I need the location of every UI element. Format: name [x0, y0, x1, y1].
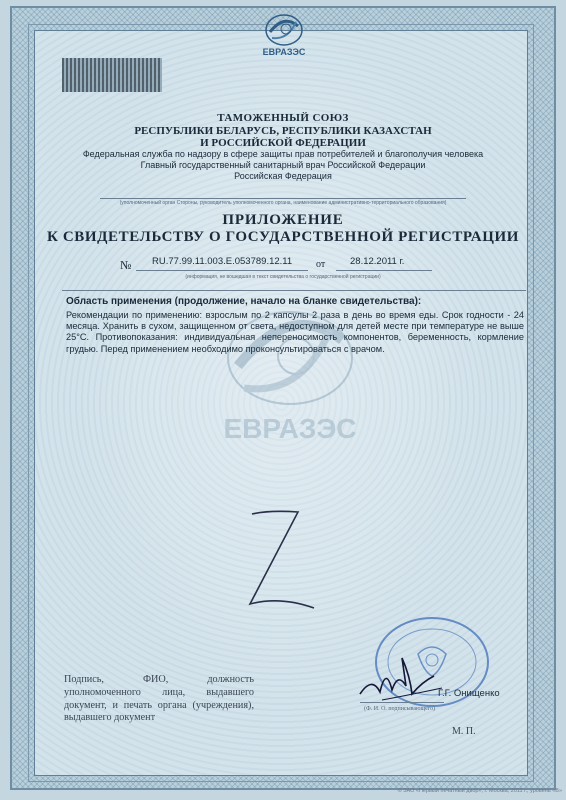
watermark-text: ЕВРАЗЭС	[223, 413, 357, 444]
authority-hint: (уполномоченный орган Стороны, руководитель уполномоченного органа, наименование административно-территориального образования)	[119, 200, 447, 206]
republics-title: РЕСПУБЛИКИ БЕЛАРУСЬ, РЕСПУБЛИКИ КАЗАХСТАН	[134, 125, 432, 137]
country-name: Российская Федерация	[234, 171, 332, 181]
certificate-number: RU.77.99.11.003.Е.053789.12.11	[152, 256, 293, 267]
signature-rule	[360, 702, 444, 703]
federation-title: И РОССИЙСКОЙ ФЕДЕРАЦИИ	[200, 137, 366, 149]
union-title: ТАМОЖЕННЫЙ СОЮЗ	[217, 112, 349, 124]
number-hint: (информация, не вошедшая в текст свидетельства о государственной регистрации)	[185, 274, 381, 280]
signature-caption: Подпись, ФИО, должность уполномоченного лица, выдавшего документ, и печать органа (учреждения), выдавшего документ	[64, 674, 254, 724]
number-sign: №	[120, 258, 132, 272]
fio-hint: (Ф. И. О. подписывающего)	[364, 706, 436, 712]
blank-z-line	[240, 500, 360, 620]
number-rule	[136, 270, 308, 271]
handwritten-signature-icon	[352, 646, 452, 708]
usage-recommendations: Рекомендации по применению: взрослым по 2 капсулы 2 раза в день во время еды. Срок годности - 24 месяца. Хранить в сухом, защищенном от света, недоступном для детей месте при температуре не выше 25°C. Противопоказания: индивидуальная непереносимость компонентов, беременность, кормление грудью. Перед применением необходимо проконсультироваться с врачом.	[66, 310, 524, 354]
signer-name: Г.Г. Онищенко	[438, 688, 500, 699]
appendix-title: ПРИЛОЖЕНИЕ	[222, 212, 344, 228]
date-rule	[336, 270, 432, 271]
from-label: от	[316, 259, 326, 270]
seal-place-label: М. П.	[452, 726, 476, 737]
logo-text: ЕВРАЗЭС	[262, 47, 306, 57]
scope-heading: Область применения (продолжение, начало на бланке свидетельства):	[66, 296, 422, 307]
printer-imprint: © ЗАО «Первый печатный двор», г. Москва, 2011 г., уровень «В»	[397, 788, 562, 794]
chief-doctor: Главный государственный санитарный врач Российской Федерации	[140, 160, 426, 170]
evrazes-logo-icon	[252, 10, 316, 58]
certificate-date: 28.12.2011 г.	[350, 256, 405, 267]
appendix-subtitle: К СВИДЕТЕЛЬСТВУ О ГОСУДАРСТВЕННОЙ РЕГИСТРАЦИИ	[47, 229, 519, 245]
hologram-strip	[62, 58, 162, 92]
authority-rule	[100, 198, 466, 199]
content-top-rule	[62, 290, 526, 291]
service-name: Федеральная служба по надзору в сфере защиты прав потребителей и благополучия человека	[82, 149, 484, 159]
